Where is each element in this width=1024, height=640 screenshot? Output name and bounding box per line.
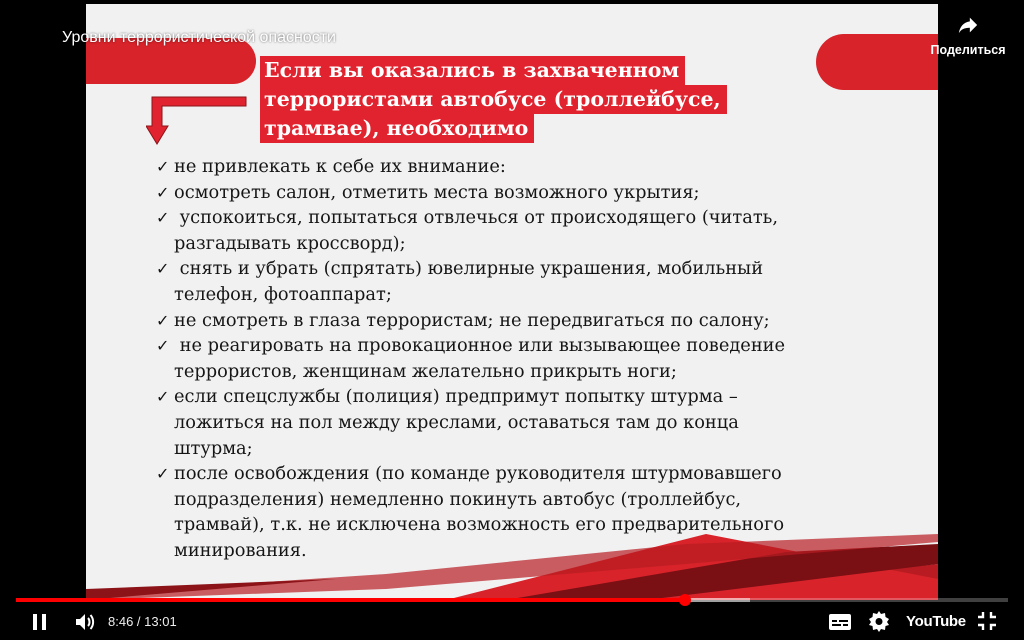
list-item-line: трамвай), т.к. не исключена возможность его предварительного (174, 514, 785, 536)
instructions-list (156, 154, 886, 564)
slide-title-line-1: Если вы оказались в захваченном (260, 56, 685, 85)
gear-icon[interactable] (867, 609, 891, 633)
list-item-line: не реагировать на провокационное или вызывающее поведение (174, 335, 786, 357)
checkmark-icon: ✓ (156, 208, 170, 228)
list-item (156, 333, 886, 384)
list-item-line: осмотреть салон, отметить места возможного укрытия; (174, 181, 700, 203)
list-item (156, 256, 886, 307)
checkmark-icon: ✓ (156, 157, 170, 176)
checkmark-icon: ✓ (156, 182, 170, 202)
list-item-text (174, 384, 886, 461)
list-item (156, 384, 886, 461)
list-item-line: минирования. (174, 539, 307, 561)
time-total: 13:01 (144, 614, 177, 629)
time-display (108, 614, 177, 629)
slide-title-line-2: террористами автобусе (троллейбусе, (260, 85, 727, 114)
time-current: 8:46 (108, 614, 134, 629)
checkmark-icon: ✓ (156, 259, 170, 279)
pause-icon[interactable] (30, 612, 50, 632)
list-item-line: телефон, фотоаппарат; (174, 283, 392, 305)
list-item (156, 308, 886, 334)
list-item-text (174, 461, 886, 563)
progress-played (16, 598, 685, 602)
share-label: Поделиться (930, 43, 1006, 57)
list-item-line: не смотреть в глаза террористам; не передвигаться по салону; (174, 309, 770, 331)
list-item-line: террористов, женщинам желательно прикрыть ноги; (174, 360, 677, 382)
exit-fullscreen-icon[interactable] (976, 610, 998, 632)
share-arrow-icon (955, 14, 981, 36)
list-item (156, 205, 886, 256)
list-item-text (174, 256, 886, 307)
list-item-line: если спецслужбы (полиция) предпримут попытку штурма – (174, 386, 738, 408)
list-item-line: снять и убрать (спрятать) ювелирные украшения, мобильный (174, 258, 764, 280)
youtube-logo[interactable]: YouTube (906, 613, 966, 630)
volume-icon[interactable] (72, 610, 98, 634)
list-item (156, 461, 886, 563)
checkmark-icon: ✓ (156, 310, 170, 330)
video-title[interactable]: Уровни террористической опасности (62, 29, 336, 46)
progress-bar[interactable] (16, 598, 1008, 602)
list-item-line: ложиться на пол между креслами, оставаться там до конца (174, 411, 739, 433)
list-item-line: разгадывать кроссворд); (174, 232, 406, 254)
checkmark-icon: ✓ (156, 464, 170, 484)
checkmark-icon: ✓ (156, 336, 170, 356)
red-arrow-icon (146, 96, 250, 146)
list-item-line: штурма; (174, 437, 253, 459)
list-item-line: успокоиться, попытаться отвлечься от происходящего (читать, (174, 207, 778, 229)
checkmark-icon: ✓ (156, 387, 170, 407)
time-separator: / (133, 614, 145, 629)
video-frame[interactable] (86, 4, 938, 600)
list-item-text (174, 154, 886, 180)
list-item-line: не привлекать к себе их внимание: (174, 156, 506, 177)
list-item (156, 180, 886, 206)
subtitles-icon[interactable] (828, 612, 852, 632)
list-item-text (174, 308, 886, 334)
share-button[interactable] (922, 14, 1014, 57)
list-item-line: после освобождения (по команде руководителя штурмовавшего (174, 463, 782, 485)
list-item-text (174, 180, 886, 206)
list-item (156, 154, 886, 180)
slide-title (260, 56, 780, 143)
list-item-line: подразделения) немедленно покинуть автобус (троллейбус, (174, 488, 742, 510)
list-item-text (174, 333, 886, 384)
list-item-text (174, 205, 886, 256)
slide-title-line-3: трамвае), необходимо (260, 114, 534, 143)
player-controls (0, 604, 1024, 640)
